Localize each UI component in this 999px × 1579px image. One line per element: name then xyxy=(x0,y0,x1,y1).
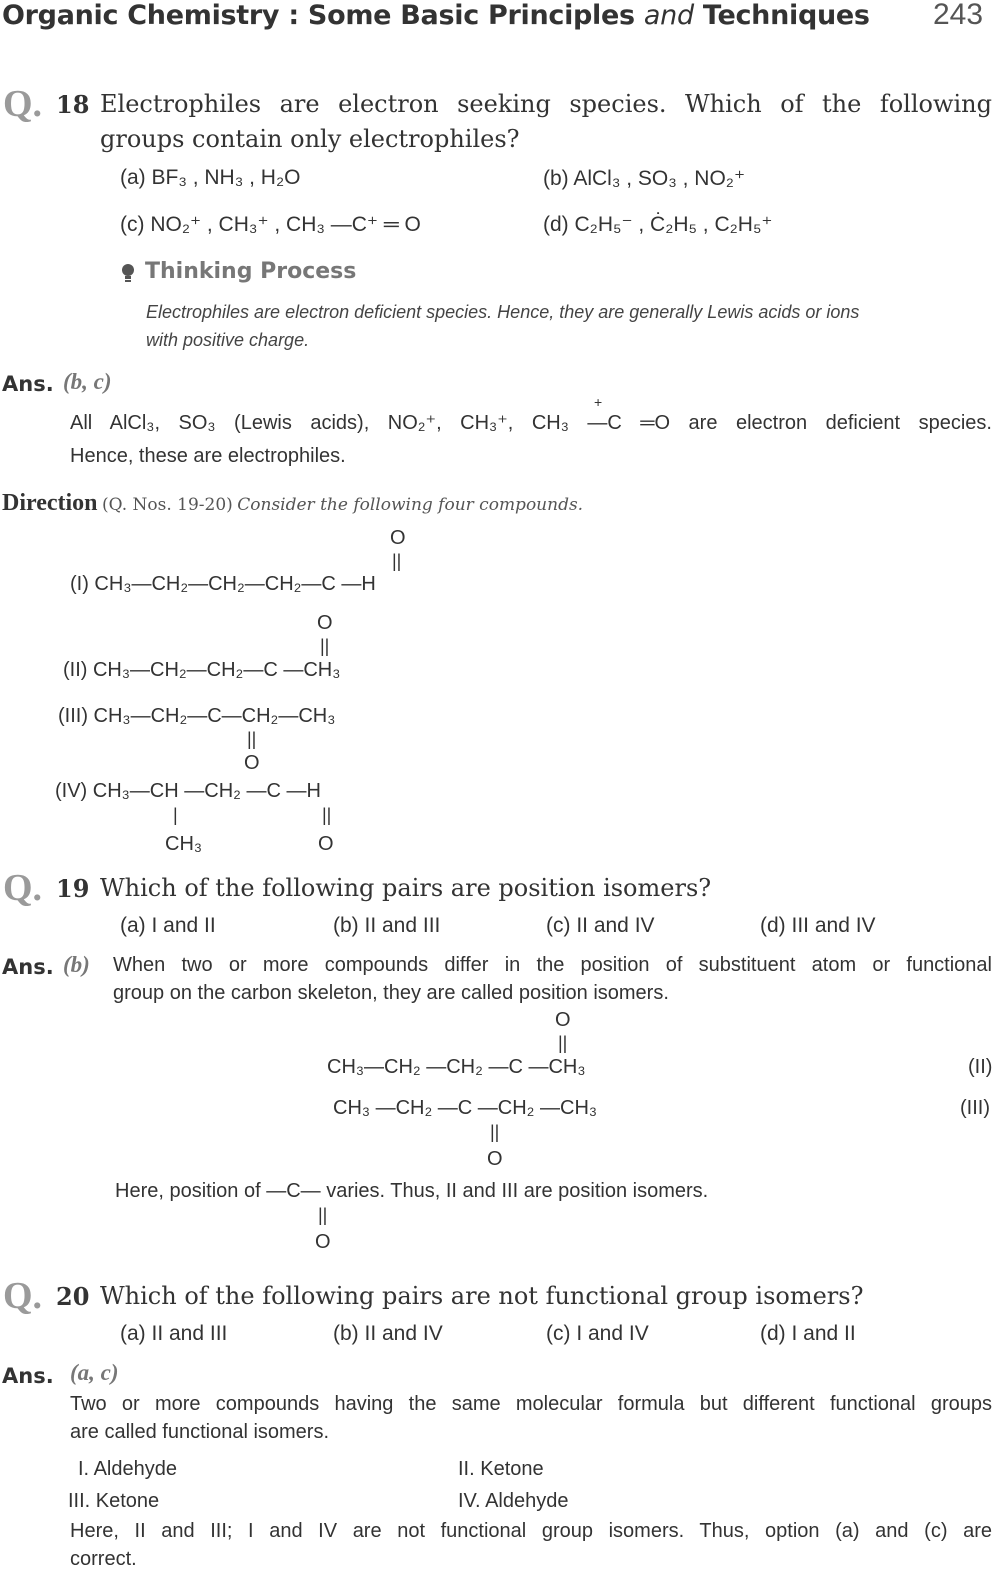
compound-ii: (II) CH₃—CH₂—CH₂—C —CH₃ xyxy=(63,659,341,681)
answer-value: (a, c) xyxy=(70,1360,119,1385)
compound-i: (I) CH₃—CH₂—CH₂—CH₂—C —H xyxy=(70,573,376,595)
option-c: (c) II and IV xyxy=(546,914,655,937)
structure-ii: CH₃—CH₂ —CH₂ —C —CH₃ xyxy=(327,1056,586,1078)
conclusion-text: Here, II and III; I and IV are not functional group isomers. Thus, option (a) and (c) are xyxy=(70,1520,992,1542)
option-d: (d) I and II xyxy=(760,1322,856,1345)
structure-label: (III) xyxy=(960,1097,990,1119)
double-bond: || xyxy=(392,551,402,571)
question-number: 19 xyxy=(56,874,90,903)
single-bond: | xyxy=(173,805,178,825)
question-text: Which of the following pairs are position isomers? xyxy=(100,874,712,902)
option-c: (c) NO₂⁺ , CH₃⁺ , CH₃ —C⁺ ═ O xyxy=(120,213,421,236)
option-b: (b) AlCl₃ , SO₃ , NO₂⁺ xyxy=(543,167,746,190)
answer-label: Ans. xyxy=(2,1364,54,1388)
direction-label: Direction xyxy=(2,490,98,516)
title-text-end: Techniques xyxy=(693,0,870,31)
question-number: 18 xyxy=(56,90,90,119)
list-item: II. Ketone xyxy=(458,1458,544,1480)
list-item: I. Aldehyde xyxy=(78,1458,177,1480)
title-text: Organic Chemistry : Some Basic Principles xyxy=(2,0,644,31)
explanation-text: Hence, these are electrophiles. xyxy=(70,445,346,467)
direction xyxy=(2,490,583,517)
double-bond: || xyxy=(247,729,257,749)
answer-label: Ans. xyxy=(2,955,54,979)
option-a: (a) I and II xyxy=(120,914,216,937)
oxygen: O xyxy=(244,752,260,774)
oxygen: O xyxy=(315,1231,331,1253)
title-and: and xyxy=(643,0,694,31)
methyl-group: CH₃ xyxy=(165,833,203,855)
conclusion-text: correct. xyxy=(70,1548,137,1570)
option-d: (d) III and IV xyxy=(760,914,876,937)
list-item: III. Ketone xyxy=(68,1490,160,1512)
answer-value: (b) xyxy=(63,952,90,977)
option-b: (b) II and III xyxy=(333,914,441,937)
explanation-text: Two or more compounds having the same molecular formula but different functional groups xyxy=(70,1393,992,1415)
conclusion-text: Here, position of —C— varies. Thus, II and III are position isomers. xyxy=(115,1180,709,1202)
explanation-text: are called functional isomers. xyxy=(70,1421,330,1443)
question-number: 20 xyxy=(56,1282,90,1311)
question-mark-label: Q. xyxy=(3,1275,43,1317)
option-b: (b) II and IV xyxy=(333,1322,443,1345)
double-bond: || xyxy=(558,1033,568,1053)
compound-iii: (III) CH₃—CH₂—C—CH₂—CH₃ xyxy=(58,705,336,727)
oxygen: O xyxy=(390,527,406,549)
oxygen: O xyxy=(318,833,334,855)
direction-qnos: (Q. Nos. 19-20) xyxy=(101,495,233,515)
explanation-text: When two or more compounds differ in the position of substituent atom or functional xyxy=(113,954,992,976)
oxygen: O xyxy=(317,612,333,634)
double-bond: || xyxy=(320,636,330,656)
thinking-process-heading: Thinking Process xyxy=(145,259,357,284)
thinking-text: with positive charge. xyxy=(146,330,310,350)
question-text: Electrophiles are electron seeking species. Which of the following xyxy=(100,90,992,118)
option-c: (c) I and IV xyxy=(546,1322,649,1345)
oxygen: O xyxy=(555,1009,571,1031)
lightbulb-icon xyxy=(121,263,135,290)
question-text: groups contain only electrophiles? xyxy=(100,125,520,153)
page-title xyxy=(2,0,870,31)
explanation-text: group on the carbon skeleton, they are called position isomers. xyxy=(113,982,669,1004)
question-text: Which of the following pairs are not functional group isomers? xyxy=(100,1282,864,1310)
structure-iii: CH₃ —CH₂ —C —CH₂ —CH₃ xyxy=(333,1097,598,1119)
question-mark-label: Q. xyxy=(3,83,43,125)
option-a: (a) II and III xyxy=(120,1322,228,1345)
thinking-text: Electrophiles are electron deficient species. Hence, they are generally Lewis acids or ions xyxy=(146,302,860,322)
explanation-text: All AlCl₃, SO₃ (Lewis acids), NO₂⁺, CH₃⁺, CH₃ —C ═O are electron deficient species. xyxy=(70,412,992,434)
double-bond: || xyxy=(322,805,332,825)
oxygen: O xyxy=(487,1148,503,1170)
double-bond: || xyxy=(318,1205,328,1225)
option-a: (a) BF₃ , NH₃ , H₂O xyxy=(120,166,301,189)
structure-label: (II) xyxy=(968,1056,993,1078)
double-bond: || xyxy=(490,1122,500,1142)
option-d: (d) C₂H₅⁻ , Ċ₂H₅ , C₂H₅⁺ xyxy=(543,213,773,236)
charge-sign: + xyxy=(594,394,603,410)
answer-value: (b, c) xyxy=(63,369,112,394)
answer-label: Ans. xyxy=(2,372,54,396)
direction-text: Consider the following four compounds. xyxy=(237,495,584,515)
compound-iv: (IV) CH₃—CH —CH₂ —C —H xyxy=(55,780,321,802)
list-item: IV. Aldehyde xyxy=(458,1490,569,1512)
page-number: 243 xyxy=(933,0,984,31)
question-mark-label: Q. xyxy=(3,867,43,909)
